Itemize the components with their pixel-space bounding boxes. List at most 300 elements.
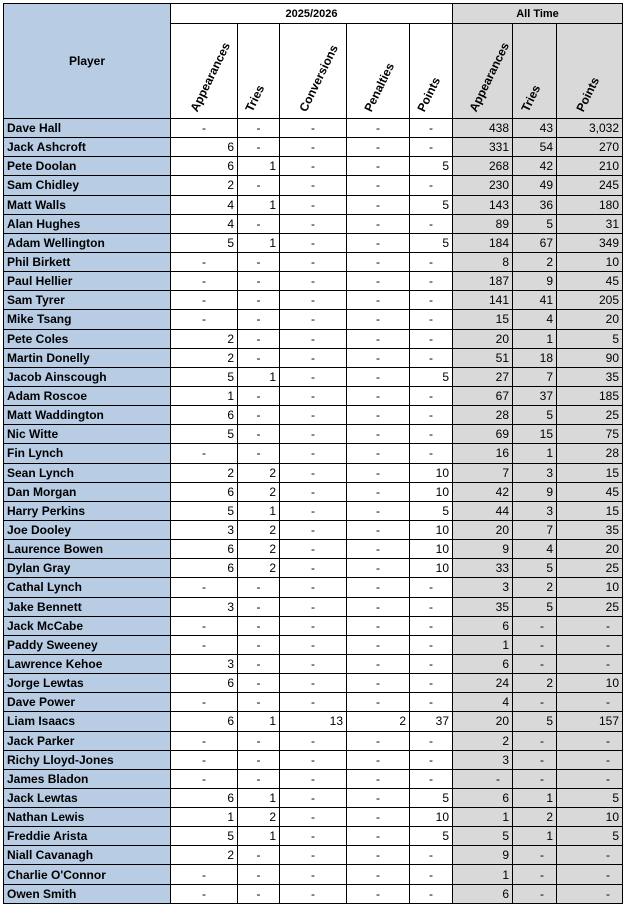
season-tries-cell: -: [238, 119, 280, 138]
player-name-cell: Dylan Gray: [4, 559, 171, 578]
alltime-points-cell: 35: [557, 520, 623, 539]
alltime-tries-cell: 5: [513, 406, 557, 425]
alltime-tries-cell: 2: [513, 808, 557, 827]
season-points-cell: -: [410, 119, 453, 138]
season-tries-cell: -: [238, 865, 280, 884]
alltime-tries-cell: 2: [513, 252, 557, 271]
season-points-cell: 5: [410, 367, 453, 386]
season-conversions-cell: -: [280, 176, 347, 195]
season-points-cell: -: [410, 597, 453, 616]
table-row: [4, 329, 623, 348]
season-points-cell: 10: [410, 540, 453, 559]
season-penalties-cell: -: [347, 291, 410, 310]
season-conversions-cell: -: [280, 674, 347, 693]
player-stats-table: [3, 3, 623, 904]
player-name-cell: Matt Waddington: [4, 406, 171, 425]
season-points-cell: -: [410, 674, 453, 693]
season-conversions-cell: 13: [280, 712, 347, 731]
alltime-points-cell: 45: [557, 482, 623, 501]
alltime-points-cell: 10: [557, 252, 623, 271]
alltime-points-cell: 28: [557, 444, 623, 463]
alltime-points-cell: 245: [557, 176, 623, 195]
alltime-appearances-cell: 187: [453, 272, 513, 291]
table-row: [4, 788, 623, 807]
season-points-cell: -: [410, 616, 453, 635]
season-group-header: 2025/2026: [171, 4, 453, 24]
table-row: [4, 386, 623, 405]
season-penalties-cell: -: [347, 616, 410, 635]
season-tries-cell: -: [238, 348, 280, 367]
alltime-points-cell: -: [557, 654, 623, 673]
alltime-appearances-cell: 7: [453, 463, 513, 482]
table-row: [4, 406, 623, 425]
player-name-cell: Jake Bennett: [4, 597, 171, 616]
season-penalties-cell: -: [347, 463, 410, 482]
alltime-tries-cell: 4: [513, 310, 557, 329]
alltime-tries-cell: 54: [513, 138, 557, 157]
season-appearances-cell: -: [171, 693, 238, 712]
season-conversions-cell: -: [280, 788, 347, 807]
alltime-tries-cell: 43: [513, 119, 557, 138]
season-conversions-cell: -: [280, 597, 347, 616]
alltime-points-cell: 45: [557, 272, 623, 291]
season-tries-cell: -: [238, 597, 280, 616]
player-column-header: Player: [4, 4, 171, 119]
alltime-appearances-cell: 143: [453, 195, 513, 214]
season-conversions-cell: -: [280, 233, 347, 252]
season-penalties-cell: -: [347, 214, 410, 233]
season-appearances-header: Appearances: [171, 24, 238, 119]
season-appearances-cell: 1: [171, 386, 238, 405]
season-conversions-cell: -: [280, 463, 347, 482]
alltime-tries-cell: -: [513, 865, 557, 884]
season-points-cell: -: [410, 578, 453, 597]
table-row: [4, 291, 623, 310]
season-tries-cell: 2: [238, 482, 280, 501]
alltime-appearances-cell: 28: [453, 406, 513, 425]
season-appearances-cell: 2: [171, 463, 238, 482]
player-name-cell: Jacob Ainscough: [4, 367, 171, 386]
player-name-cell: Jack Lewtas: [4, 788, 171, 807]
alltime-appearances-cell: 5: [453, 827, 513, 846]
alltime-tries-cell: 5: [513, 597, 557, 616]
season-conversions-cell: -: [280, 827, 347, 846]
season-conversions-cell: -: [280, 616, 347, 635]
season-appearances-cell: -: [171, 884, 238, 903]
player-name-cell: Richy Lloyd-Jones: [4, 750, 171, 769]
alltime-points-cell: 25: [557, 597, 623, 616]
season-points-cell: 10: [410, 463, 453, 482]
alltime-points-cell: 270: [557, 138, 623, 157]
season-tries-cell: 2: [238, 540, 280, 559]
season-conversions-cell: -: [280, 693, 347, 712]
alltime-appearances-cell: 1: [453, 865, 513, 884]
player-name-cell: Paul Hellier: [4, 272, 171, 291]
table-row: [4, 176, 623, 195]
season-tries-cell: -: [238, 769, 280, 788]
alltime-points-header: Points: [557, 24, 623, 119]
season-penalties-cell: -: [347, 846, 410, 865]
alltime-tries-header: Tries: [513, 24, 557, 119]
player-name-cell: Nic Witte: [4, 425, 171, 444]
season-penalties-cell: -: [347, 348, 410, 367]
season-penalties-cell: -: [347, 884, 410, 903]
alltime-points-cell: -: [557, 865, 623, 884]
season-tries-cell: -: [238, 674, 280, 693]
season-penalties-cell: -: [347, 157, 410, 176]
season-penalties-cell: -: [347, 310, 410, 329]
table-row: [4, 597, 623, 616]
season-appearances-cell: 5: [171, 233, 238, 252]
player-name-cell: Sean Lynch: [4, 463, 171, 482]
alltime-appearances-cell: 44: [453, 501, 513, 520]
table-row: [4, 712, 623, 731]
season-appearances-cell: 5: [171, 501, 238, 520]
season-tries-cell: -: [238, 578, 280, 597]
alltime-appearances-cell: 6: [453, 884, 513, 903]
player-name-cell: Matt Walls: [4, 195, 171, 214]
player-name-cell: Pete Doolan: [4, 157, 171, 176]
season-penalties-cell: -: [347, 559, 410, 578]
player-name-cell: Jack McCabe: [4, 616, 171, 635]
season-points-cell: -: [410, 291, 453, 310]
season-penalties-cell: -: [347, 386, 410, 405]
alltime-tries-cell: 1: [513, 444, 557, 463]
alltime-tries-cell: 1: [513, 827, 557, 846]
alltime-tries-cell: 7: [513, 520, 557, 539]
season-appearances-cell: 2: [171, 329, 238, 348]
alltime-appearances-cell: 16: [453, 444, 513, 463]
player-name-cell: Dan Morgan: [4, 482, 171, 501]
season-points-cell: -: [410, 406, 453, 425]
season-points-cell: -: [410, 386, 453, 405]
season-points-cell: 10: [410, 520, 453, 539]
alltime-group-header: All Time: [453, 4, 623, 24]
season-tries-cell: -: [238, 846, 280, 865]
season-tries-cell: 1: [238, 195, 280, 214]
table-row: [4, 827, 623, 846]
season-tries-cell: -: [238, 425, 280, 444]
season-appearances-cell: -: [171, 252, 238, 271]
season-conversions-cell: -: [280, 501, 347, 520]
player-name-cell: Adam Roscoe: [4, 386, 171, 405]
season-appearances-cell: -: [171, 119, 238, 138]
table-row: [4, 693, 623, 712]
season-points-cell: -: [410, 176, 453, 195]
season-points-cell: -: [410, 865, 453, 884]
season-conversions-cell: -: [280, 119, 347, 138]
season-points-cell: -: [410, 348, 453, 367]
table-row: [4, 157, 623, 176]
season-appearances-cell: -: [171, 750, 238, 769]
season-conversions-cell: -: [280, 750, 347, 769]
player-name-cell: Alan Hughes: [4, 214, 171, 233]
season-points-header: Points: [410, 24, 453, 119]
season-conversions-cell: -: [280, 138, 347, 157]
season-penalties-cell: -: [347, 540, 410, 559]
alltime-tries-cell: -: [513, 750, 557, 769]
alltime-tries-cell: 5: [513, 214, 557, 233]
season-appearances-cell: 5: [171, 827, 238, 846]
alltime-appearances-cell: 20: [453, 329, 513, 348]
season-tries-cell: 1: [238, 501, 280, 520]
player-name-cell: Martin Donelly: [4, 348, 171, 367]
alltime-points-cell: 25: [557, 406, 623, 425]
table-row: [4, 367, 623, 386]
alltime-tries-cell: -: [513, 616, 557, 635]
season-points-cell: -: [410, 654, 453, 673]
alltime-points-cell: 349: [557, 233, 623, 252]
alltime-tries-cell: 15: [513, 425, 557, 444]
season-points-cell: -: [410, 750, 453, 769]
table-row: [4, 425, 623, 444]
player-name-cell: Sam Tyrer: [4, 291, 171, 310]
table-row: [4, 348, 623, 367]
season-conversions-cell: -: [280, 654, 347, 673]
season-appearances-cell: 3: [171, 520, 238, 539]
season-penalties-cell: -: [347, 272, 410, 291]
alltime-points-cell: 15: [557, 501, 623, 520]
season-appearances-cell: 6: [171, 540, 238, 559]
season-appearances-cell: 5: [171, 425, 238, 444]
alltime-appearances-cell: 184: [453, 233, 513, 252]
season-penalties-cell: -: [347, 827, 410, 846]
player-name-cell: Charlie O'Connor: [4, 865, 171, 884]
table-row: [4, 520, 623, 539]
player-name-cell: Owen Smith: [4, 884, 171, 903]
season-tries-cell: -: [238, 214, 280, 233]
alltime-points-cell: -: [557, 846, 623, 865]
season-tries-cell: -: [238, 444, 280, 463]
table-row: [4, 635, 623, 654]
season-conversions-cell: -: [280, 731, 347, 750]
season-tries-cell: 1: [238, 157, 280, 176]
alltime-appearances-cell: 230: [453, 176, 513, 195]
alltime-tries-cell: -: [513, 693, 557, 712]
alltime-tries-cell: 67: [513, 233, 557, 252]
season-points-cell: -: [410, 425, 453, 444]
season-conversions-cell: -: [280, 635, 347, 654]
player-name-cell: Jack Parker: [4, 731, 171, 750]
alltime-appearances-cell: 27: [453, 367, 513, 386]
season-penalties-cell: -: [347, 252, 410, 271]
table-row: [4, 272, 623, 291]
alltime-points-cell: 205: [557, 291, 623, 310]
season-penalties-cell: -: [347, 597, 410, 616]
table-row: [4, 808, 623, 827]
season-penalties-cell: -: [347, 788, 410, 807]
season-penalties-cell: -: [347, 520, 410, 539]
season-conversions-cell: -: [280, 578, 347, 597]
season-tries-cell: -: [238, 272, 280, 291]
season-tries-cell: -: [238, 176, 280, 195]
player-name-cell: Liam Isaacs: [4, 712, 171, 731]
alltime-points-cell: 15: [557, 463, 623, 482]
season-penalties-cell: -: [347, 195, 410, 214]
alltime-appearances-cell: 6: [453, 616, 513, 635]
season-penalties-cell: -: [347, 731, 410, 750]
season-appearances-cell: 4: [171, 214, 238, 233]
season-points-cell: -: [410, 138, 453, 157]
season-points-cell: -: [410, 635, 453, 654]
season-conversions-cell: -: [280, 252, 347, 271]
table-row: [4, 119, 623, 138]
player-name-cell: Nathan Lewis: [4, 808, 171, 827]
season-penalties-cell: -: [347, 482, 410, 501]
alltime-points-cell: -: [557, 693, 623, 712]
alltime-points-cell: -: [557, 884, 623, 903]
alltime-appearances-cell: 2: [453, 731, 513, 750]
alltime-points-cell: -: [557, 616, 623, 635]
table-row: [4, 769, 623, 788]
season-points-cell: -: [410, 310, 453, 329]
alltime-appearances-cell: 42: [453, 482, 513, 501]
season-tries-cell: -: [238, 750, 280, 769]
alltime-points-cell: 35: [557, 367, 623, 386]
season-tries-cell: 2: [238, 808, 280, 827]
season-tries-cell: -: [238, 731, 280, 750]
season-points-cell: -: [410, 272, 453, 291]
player-name-cell: Lawrence Kehoe: [4, 654, 171, 673]
alltime-tries-cell: -: [513, 884, 557, 903]
alltime-tries-cell: 5: [513, 559, 557, 578]
alltime-appearances-cell: 3: [453, 578, 513, 597]
season-appearances-cell: 6: [171, 138, 238, 157]
alltime-tries-cell: 1: [513, 788, 557, 807]
season-tries-header: Tries: [238, 24, 280, 119]
table-row: [4, 559, 623, 578]
season-penalties-cell: -: [347, 176, 410, 195]
table-row: [4, 750, 623, 769]
season-conversions-cell: -: [280, 310, 347, 329]
season-conversions-cell: -: [280, 214, 347, 233]
alltime-tries-cell: -: [513, 769, 557, 788]
season-points-cell: 5: [410, 233, 453, 252]
season-appearances-cell: -: [171, 578, 238, 597]
season-penalties-cell: -: [347, 406, 410, 425]
season-penalties-cell: -: [347, 138, 410, 157]
player-name-cell: Sam Chidley: [4, 176, 171, 195]
alltime-tries-cell: -: [513, 635, 557, 654]
season-conversions-cell: -: [280, 157, 347, 176]
alltime-tries-cell: 9: [513, 272, 557, 291]
table-row: [4, 674, 623, 693]
season-tries-cell: 1: [238, 712, 280, 731]
alltime-appearances-cell: 51: [453, 348, 513, 367]
alltime-points-cell: 5: [557, 827, 623, 846]
alltime-points-cell: 210: [557, 157, 623, 176]
player-name-cell: Paddy Sweeney: [4, 635, 171, 654]
alltime-tries-cell: -: [513, 731, 557, 750]
season-points-cell: 5: [410, 157, 453, 176]
season-tries-cell: -: [238, 386, 280, 405]
alltime-tries-cell: 2: [513, 674, 557, 693]
alltime-points-cell: 10: [557, 808, 623, 827]
player-name-cell: Pete Coles: [4, 329, 171, 348]
season-tries-cell: -: [238, 635, 280, 654]
season-penalties-header: Penalties: [347, 24, 410, 119]
alltime-tries-cell: 18: [513, 348, 557, 367]
alltime-tries-cell: 5: [513, 712, 557, 731]
season-tries-cell: -: [238, 654, 280, 673]
table-row: [4, 540, 623, 559]
alltime-points-cell: 25: [557, 559, 623, 578]
season-penalties-cell: -: [347, 329, 410, 348]
season-appearances-cell: 6: [171, 406, 238, 425]
alltime-tries-cell: -: [513, 846, 557, 865]
alltime-appearances-cell: -: [453, 769, 513, 788]
season-points-cell: -: [410, 252, 453, 271]
player-name-cell: Dave Power: [4, 693, 171, 712]
season-conversions-cell: -: [280, 386, 347, 405]
player-name-cell: Phil Birkett: [4, 252, 171, 271]
alltime-points-cell: -: [557, 750, 623, 769]
table-row: [4, 884, 623, 903]
table-row: [4, 233, 623, 252]
alltime-appearances-cell: 20: [453, 712, 513, 731]
alltime-tries-cell: 37: [513, 386, 557, 405]
alltime-appearances-cell: 8: [453, 252, 513, 271]
alltime-points-cell: 10: [557, 578, 623, 597]
season-tries-cell: -: [238, 310, 280, 329]
season-tries-cell: -: [238, 138, 280, 157]
alltime-points-cell: -: [557, 635, 623, 654]
alltime-points-cell: -: [557, 769, 623, 788]
season-tries-cell: 2: [238, 520, 280, 539]
alltime-tries-cell: 41: [513, 291, 557, 310]
season-appearances-cell: -: [171, 444, 238, 463]
season-points-cell: -: [410, 769, 453, 788]
season-points-cell: 5: [410, 501, 453, 520]
alltime-points-cell: 20: [557, 540, 623, 559]
table-row: [4, 731, 623, 750]
player-name-cell: James Bladon: [4, 769, 171, 788]
season-conversions-header: Conversions: [280, 24, 347, 119]
alltime-appearances-cell: 89: [453, 214, 513, 233]
alltime-tries-cell: 7: [513, 367, 557, 386]
season-points-cell: -: [410, 444, 453, 463]
alltime-points-cell: 75: [557, 425, 623, 444]
season-conversions-cell: -: [280, 769, 347, 788]
season-appearances-cell: 6: [171, 157, 238, 176]
season-penalties-cell: -: [347, 425, 410, 444]
season-penalties-cell: -: [347, 654, 410, 673]
season-conversions-cell: -: [280, 195, 347, 214]
alltime-points-cell: 31: [557, 214, 623, 233]
alltime-points-cell: 5: [557, 788, 623, 807]
season-conversions-cell: -: [280, 425, 347, 444]
season-appearances-cell: 2: [171, 348, 238, 367]
season-points-cell: 5: [410, 788, 453, 807]
season-appearances-cell: 1: [171, 808, 238, 827]
season-conversions-cell: -: [280, 329, 347, 348]
table-row: [4, 846, 623, 865]
alltime-appearances-cell: 6: [453, 788, 513, 807]
player-name-cell: Mike Tsang: [4, 310, 171, 329]
season-conversions-cell: -: [280, 444, 347, 463]
table-row: [4, 865, 623, 884]
season-conversions-cell: -: [280, 482, 347, 501]
season-conversions-cell: -: [280, 884, 347, 903]
player-name-cell: Harry Perkins: [4, 501, 171, 520]
alltime-points-cell: 3,032: [557, 119, 623, 138]
season-tries-cell: -: [238, 329, 280, 348]
alltime-tries-cell: 2: [513, 578, 557, 597]
alltime-appearances-header: Appearances: [453, 24, 513, 119]
season-penalties-cell: -: [347, 674, 410, 693]
season-penalties-cell: -: [347, 769, 410, 788]
alltime-appearances-cell: 268: [453, 157, 513, 176]
